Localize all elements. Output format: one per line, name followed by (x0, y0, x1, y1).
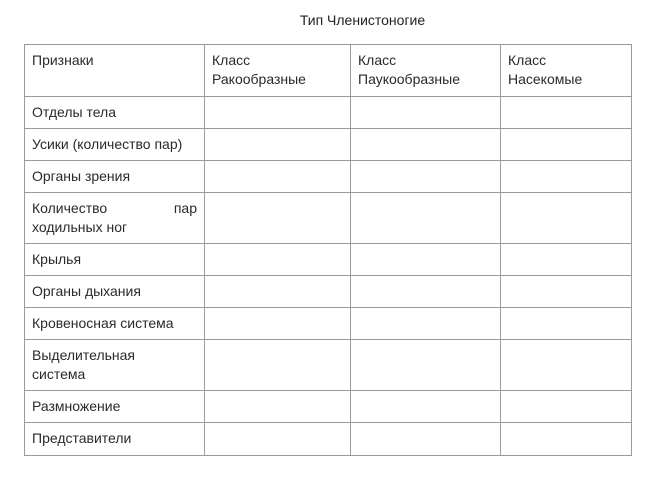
empty-cell[interactable] (501, 129, 632, 161)
row-label-vision-organs: Органы зрения (25, 161, 205, 193)
table-row (25, 161, 632, 193)
row-label-respiratory-organs: Органы дыхания (25, 276, 205, 308)
header-class-name: Паукообразные (358, 71, 460, 87)
empty-cell[interactable] (501, 276, 632, 308)
row-label-circulatory-system: Кровеносная система (25, 308, 205, 340)
empty-cell[interactable] (205, 340, 351, 391)
header-class-arachnids (351, 45, 501, 97)
empty-cell[interactable] (205, 276, 351, 308)
empty-cell[interactable] (351, 276, 501, 308)
empty-cell[interactable] (205, 423, 351, 456)
header-class-insects (501, 45, 632, 97)
header-class-label: Класс (358, 52, 397, 68)
empty-cell[interactable] (351, 193, 501, 244)
header-class-crustaceans (205, 45, 351, 97)
empty-cell[interactable] (351, 97, 501, 129)
table-row (25, 244, 632, 276)
empty-cell[interactable] (205, 308, 351, 340)
arthropods-table (24, 44, 632, 456)
empty-cell[interactable] (205, 244, 351, 276)
empty-cell[interactable] (501, 340, 632, 391)
table-row (25, 340, 632, 391)
empty-cell[interactable] (501, 193, 632, 244)
empty-cell[interactable] (501, 97, 632, 129)
header-row (25, 45, 632, 97)
row-label-excretory-system (25, 340, 205, 391)
justified-line (32, 199, 197, 218)
row-label-antennae: Усики (количество пар) (25, 129, 205, 161)
header-class-name: Насекомые (508, 71, 583, 87)
header-class-label: Класс (212, 52, 251, 68)
row-label-part: Количество (32, 200, 108, 216)
row-label-representatives: Представители (25, 423, 205, 456)
header-class-name: Ракообразные (212, 71, 306, 87)
row-label-part: система (32, 366, 86, 382)
table-row (25, 276, 632, 308)
empty-cell[interactable] (501, 423, 632, 456)
header-feature-cell (25, 45, 205, 97)
empty-cell[interactable] (205, 161, 351, 193)
empty-cell[interactable] (205, 391, 351, 423)
table-row (25, 193, 632, 244)
empty-cell[interactable] (501, 244, 632, 276)
empty-cell[interactable] (205, 129, 351, 161)
empty-cell[interactable] (205, 193, 351, 244)
empty-cell[interactable] (351, 340, 501, 391)
table-row (25, 423, 632, 456)
empty-cell[interactable] (501, 308, 632, 340)
empty-cell[interactable] (501, 391, 632, 423)
document-title: Тип Членистоногие (299, 12, 426, 28)
table-row (25, 308, 632, 340)
empty-cell[interactable] (351, 391, 501, 423)
row-label-walking-legs (25, 193, 205, 244)
header-feature-label: Признаки (32, 52, 94, 68)
empty-cell[interactable] (205, 97, 351, 129)
row-label-part: пар (173, 200, 197, 216)
row-label-part: ходильных ног (32, 219, 128, 235)
header-class-label: Класс (508, 52, 547, 68)
row-label-wings: Крылья (25, 244, 205, 276)
empty-cell[interactable] (351, 161, 501, 193)
row-label-part: Выделительная (32, 347, 136, 363)
row-label-reproduction: Размножение (25, 391, 205, 423)
row-label-body-sections: Отделы тела (25, 97, 205, 129)
table-row (25, 97, 632, 129)
empty-cell[interactable] (351, 308, 501, 340)
table-row (25, 391, 632, 423)
table-row (25, 129, 632, 161)
empty-cell[interactable] (501, 161, 632, 193)
empty-cell[interactable] (351, 244, 501, 276)
empty-cell[interactable] (351, 423, 501, 456)
empty-cell[interactable] (351, 129, 501, 161)
